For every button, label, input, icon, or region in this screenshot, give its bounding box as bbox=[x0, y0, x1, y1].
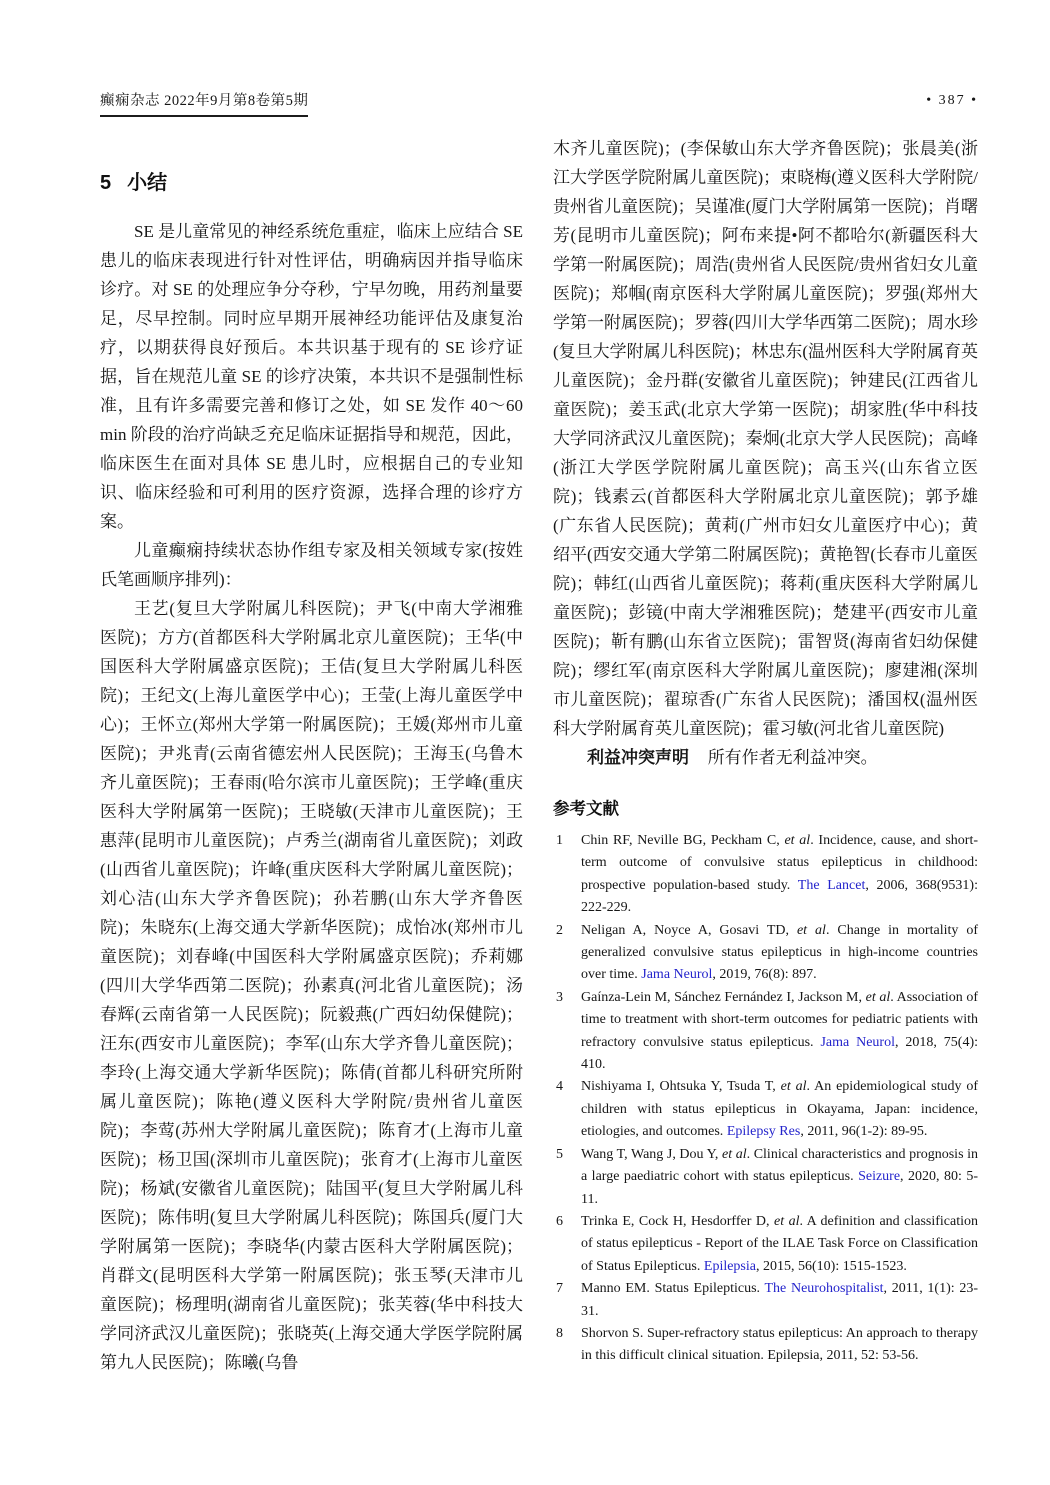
page-header bbox=[100, 93, 978, 117]
reference-number: 7 bbox=[556, 1281, 563, 1297]
section-number: 5 bbox=[100, 172, 112, 194]
reference-item bbox=[553, 830, 978, 920]
reference-text bbox=[581, 1211, 978, 1278]
experts-intro: 儿童癫痫持续状态协作组专家及相关领域专家(按姓氏笔画顺序排列)： bbox=[100, 541, 523, 589]
two-column-layout bbox=[100, 117, 978, 1377]
conflict-statement bbox=[553, 743, 978, 772]
reference-text-segment: Gaínza-Lein M, Sánchez Fernández I, Jackson M, bbox=[581, 989, 866, 1005]
journal-link[interactable]: Seizure bbox=[858, 1169, 901, 1185]
reference-number: 4 bbox=[556, 1079, 563, 1095]
reference-text-segment: . A definition and classification of status epilepticus - Report of the ILAE Task Force on Classification of Status Epilepticus. bbox=[581, 1213, 979, 1274]
journal-link[interactable]: The Neurohospitalist bbox=[764, 1281, 884, 1297]
reference-text-segment: . Clinical characteristics and prognosis in a large paediatric cohort with status epilepticus. bbox=[581, 1146, 978, 1185]
reference-item bbox=[553, 920, 978, 987]
reference-number: 2 bbox=[556, 922, 563, 938]
journal-header-title: 癫痫杂志 2022年9月第8卷第5期 bbox=[100, 93, 308, 117]
et-al-italic: et al bbox=[796, 922, 826, 938]
reference-item bbox=[553, 1278, 978, 1323]
reference-number: 8 bbox=[556, 1325, 563, 1341]
reference-text-segment: Manno EM. Status Epilepticus. bbox=[581, 1281, 765, 1297]
reference-item bbox=[553, 1323, 978, 1368]
reference-text bbox=[581, 830, 978, 920]
reference-item bbox=[553, 987, 978, 1077]
reference-text bbox=[581, 1076, 978, 1143]
et-al-italic: et al bbox=[784, 833, 811, 848]
reference-text bbox=[581, 1278, 978, 1323]
reference-text-segment: , 2011, 1(1): 23-31. bbox=[581, 1281, 979, 1319]
reference-text-segment: . An epidemiological study of children with status epilepticus in Okayama, Japan: incidence, etiologies, and outcomes. bbox=[581, 1079, 978, 1140]
reference-text-segment: , 2011, 96(1-2): 89-95. bbox=[800, 1124, 928, 1140]
et-al-italic: et al bbox=[722, 1146, 747, 1162]
page-number: • 387 • bbox=[926, 93, 978, 108]
reference-item bbox=[553, 1076, 978, 1143]
reference-text-segment: . Change in mortality of generalized convulsive status epilepticus in high-income countries over time. bbox=[581, 922, 978, 983]
et-al-italic: et al bbox=[780, 1079, 807, 1095]
summary-paragraph: SE 是儿童常见的神经系统危重症，临床上应结合 SE 患儿的临床表现进行针对性评估，明确病因并指导临床诊疗。对 SE 的处理应争分夺秒，宁早勿晚，用药剂量要足，尽早控制。同时应早期开展神经功能评估及康复治疗，以期获得良好预后。本共识基于现有的 SE 诊疗证据，旨在规范儿童 SE 的诊疗决策，本共识不是强制性标准，且有许多需要完善和修订之处，如 SE 发作 40～60 min 阶段的治疗尚缺乏充足临床证据指导和规范，因此，临床医生在面对具体 SE 患儿时，应根据自己的专业知识、临床经验和可利用的医疗资源，选择合理的诊疗方案。 bbox=[100, 222, 523, 531]
reference-number: 5 bbox=[556, 1146, 563, 1162]
reference-text bbox=[581, 1144, 978, 1211]
section-heading bbox=[100, 169, 523, 197]
experts-list-right: 木齐儿童医院)；(李保敏山东大学齐鲁医院)；张晨美(浙江大学医学院附属儿童医院)；束晓梅(遵义医科大学附院/贵州省儿童医院)；吴谨准(厦门大学附属第一医院)；肖曙芳(昆明市儿童医院)；阿布来提•阿不都哈尔(新疆医科大学第一附属医院)；周浩(贵州省人民医院/贵州省妇女儿童医院)；郑帼(南京医科大学附属儿童医院)；罗强(郑州大学第一附属医院)；罗蓉(四川大学华西第二医院)；周水珍(复旦大学附属儿科医院)；林忠东(温州医科大学附属育英儿童医院)；金丹群(安徽省儿童医院)；钟建民(江西省儿童医院)；姜玉武(北京大学第一医院)；胡家胜(华中科技大学同济武汉儿童医院)；秦炯(北京大学人民医院)；高峰(浙江大学医学院附属儿童医院)；高玉兴(山东省立医院)；钱素云(首都医科大学附属北京儿童医院)；郭予雄(广东省人民医院)；黄莉(广州市妇女儿童医疗中心)；黄绍平(西安交通大学第二附属医院)；黄艳智(长春市儿童医院)；韩红(山西省儿童医院)；蒋莉(重庆医科大学附属儿童医院)；彭镜(中南大学湘雅医院)；楚建平(西安市儿童医院)；靳有鹏(山东省立医院)；雷智贤(海南省妇幼保健院)；缪红军(南京医科大学附属儿童医院)；廖建湘(深圳市儿童医院)；翟琼香(广东省人民医院)；潘国权(温州医科大学附属育英儿童医院)；霍习敏(河北省儿童医院) bbox=[553, 139, 978, 738]
reference-text-segment: Shorvon S. Super-refractory status epilepticus: An approach to therapy in this difficult clinical situation. Epilepsia, 2011, 52: 53-56. bbox=[581, 1325, 978, 1364]
experts-list-left: 王艺(复旦大学附属儿科医院)；尹飞(中南大学湘雅医院)；方方(首都医科大学附属北京儿童医院)；王华(中国医科大学附属盛京医院)；王佶(复旦大学附属儿科医院)；王纪文(上海儿童医学中心)；王莹(上海儿童医学中心)；王怀立(郑州大学第一附属医院)；王媛(郑州市儿童医院)；尹兆青(云南省德宏州人民医院)；王海玉(乌鲁木齐儿童医院)；王春雨(哈尔滨市儿童医院)；王学峰(重庆医科大学附属第一医院)；王晓敏(天津市儿童医院)；王惠萍(昆明市儿童医院)；卢秀兰(湖南省儿童医院)；刘政(山西省儿童医院)；许峰(重庆医科大学附属儿童医院)；刘心洁(山东大学齐鲁医院)；孙若鹏(山东大学齐鲁医院)；朱晓东(上海交通大学新华医院)；成怡冰(郑州市儿童医院)；刘春峰(中国医科大学附属盛京医院)；乔莉娜(四川大学华西第二医院)；孙素真(河北省儿童医院)；汤春辉(云南省第一人民医院)；阮毅燕(广西妇幼保健院)；汪东(西安市儿童医院)；李军(山东大学齐鲁儿童医院)；李玲(上海交通大学新华医院)；陈倩(首都儿科研究所附属儿童医院)；陈艳(遵义医科大学附院/贵州省儿童医院)；李莺(苏州大学附属儿童医院)；陈育才(上海市儿童医院)；杨卫国(深圳市儿童医院)；张育才(上海市儿童医院)；杨斌(安徽省儿童医院)；陆国平(复旦大学附属儿科医院)；陈伟明(复旦大学附属儿科医院)；陈国兵(厦门大学附属第一医院)；李晓华(内蒙古医科大学附属医院)；肖群文(昆明医科大学第一附属医院)；张玉琴(天津市儿童医院)；杨理明(湖南省儿童医院)；张芙蓉(华中科技大学同济武汉儿童医院)；张晓英(上海交通大学医学院附属第九人民医院)；陈曦(乌鲁 bbox=[100, 599, 523, 1372]
reference-text-segment: , 2020, 80: 5-11. bbox=[581, 1169, 978, 1207]
reference-text-segment: Trinka E, Cock H, Hesdorffer D, bbox=[581, 1213, 774, 1229]
reference-text-segment: Chin RF, Neville BG, Peckham C, bbox=[581, 833, 785, 848]
reference-text-segment: , 2019, 76(8): 897. bbox=[712, 967, 817, 983]
references-heading: 参考文献 bbox=[553, 800, 619, 818]
conflict-text: 所有作者无利益冲突。 bbox=[707, 748, 878, 767]
conflict-label: 利益冲突声明 bbox=[587, 748, 689, 767]
reference-text bbox=[581, 987, 978, 1077]
section-title: 小结 bbox=[127, 172, 168, 194]
et-al-italic: et al bbox=[773, 1213, 800, 1229]
reference-text-segment: Nishiyama I, Ohtsuka Y, Tsuda T, bbox=[581, 1079, 781, 1095]
reference-text-segment: . Incidence, cause, and short-term outcome of convulsive status epilepticus in childhood: prospective population-based study. bbox=[581, 833, 978, 893]
reference-number: 6 bbox=[556, 1213, 563, 1229]
reference-text-segment: Neligan A, Noyce A, Gosavi TD, bbox=[581, 922, 797, 938]
reference-number: 1 bbox=[556, 833, 563, 848]
reference-number: 3 bbox=[556, 989, 563, 1005]
reference-text-segment: . Association of time to treatment with short-term outcomes for pediatric patients with refractory convulsive status epilepticus. bbox=[581, 989, 978, 1050]
reference-text-segment: , 2018, 75(4): 410. bbox=[581, 1034, 978, 1073]
et-al-italic: et al bbox=[865, 989, 891, 1005]
right-column bbox=[553, 117, 978, 1377]
left-column bbox=[100, 117, 523, 1377]
journal-link[interactable]: Epilepsy Res bbox=[726, 1124, 801, 1140]
reference-text-segment: , 2006, 368(9531): 222-229. bbox=[581, 877, 978, 916]
journal-link[interactable]: Jama Neurol bbox=[641, 967, 713, 983]
reference-item bbox=[553, 1144, 978, 1211]
reference-item bbox=[553, 1211, 978, 1278]
journal-link[interactable]: The Lancet bbox=[797, 877, 866, 893]
references-list bbox=[553, 830, 978, 1368]
reference-text-segment: Wang T, Wang J, Dou Y, bbox=[581, 1146, 723, 1162]
reference-text-segment: , 2015, 56(10): 1515-1523. bbox=[756, 1258, 907, 1274]
reference-text bbox=[581, 920, 978, 987]
journal-link[interactable]: Jama Neurol bbox=[820, 1034, 895, 1050]
reference-text bbox=[581, 1323, 978, 1368]
journal-link[interactable]: Epilepsia bbox=[703, 1258, 756, 1274]
